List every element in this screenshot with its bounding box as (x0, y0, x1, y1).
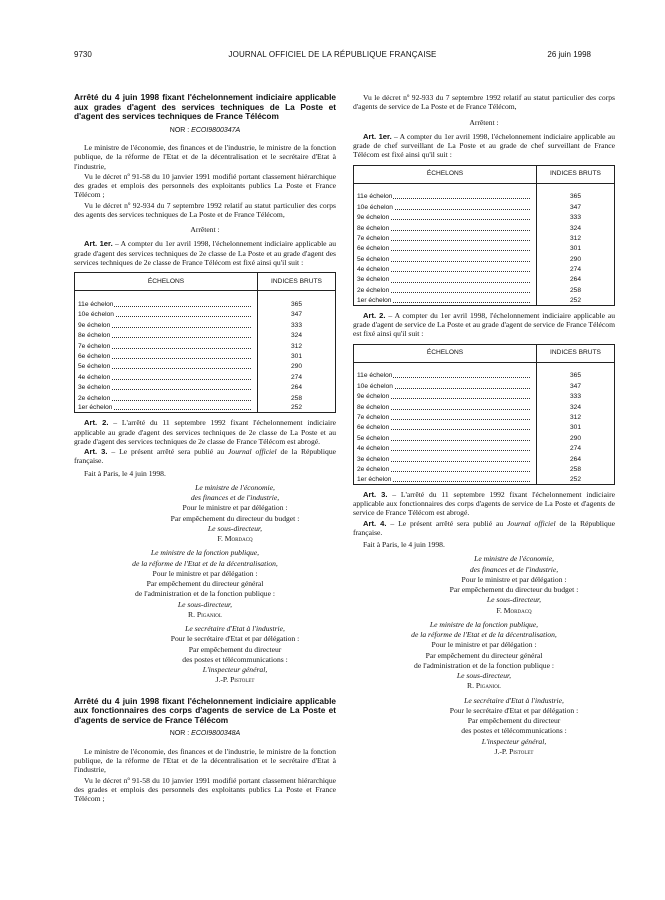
dot-leader (384, 461, 530, 462)
article-label: Art. 2. (84, 418, 109, 428)
table-row (75, 403, 336, 413)
article-label: Art. 1er. (84, 239, 113, 249)
indice-brut-value: 365 (290, 300, 302, 308)
table-row (354, 201, 615, 211)
signatory-title: Le ministre de l'économie, (474, 554, 554, 564)
signatory-title: Le secrétaire d'Etat à l'industrie, (464, 695, 564, 705)
article-text: – L'arrêté du 11 septembre 1992 fixant l'échelonnement indiciaire applicable aux fonctionnaires des corps d'agents de service de La Poste et d'agents de service de France Télécom est abrogé. (353, 489, 616, 518)
dot-leader (384, 429, 530, 430)
echelon-label: 10e échelon (357, 203, 393, 211)
signatory-name: J.-P. Pistolet (215, 675, 255, 685)
indice-brut-value: 274 (569, 445, 581, 453)
echelon-label: 6e échelon (357, 245, 390, 253)
echelon-cell (354, 412, 537, 422)
nor-code: ECOI9800348A (191, 730, 241, 738)
indice-brut-value: 258 (569, 286, 581, 294)
fait-a-paris: Fait à Paris, le 4 juin 1998. (84, 468, 166, 478)
echelon-cell (354, 370, 537, 380)
delegation-line: Par empêchement du directeur (188, 644, 282, 654)
dot-leader (384, 250, 530, 251)
table-row (354, 253, 615, 263)
echelon-cell (354, 243, 537, 253)
table-row (75, 351, 336, 361)
echelon-label: 4e échelon (357, 266, 390, 274)
preamble-paragraph: Le ministre de l'économie, des finances et de l'industrie, le ministre de la fonction publique, de la réforme de l'Etat et de la décentralisation et le secrétaire d'Etat à l'industrie, (74, 746, 336, 775)
indice-brut-value: 258 (569, 465, 581, 473)
signatory-role: Le sous-directeur, (486, 595, 542, 605)
journal-name: Journal officiel (228, 447, 277, 457)
indice-brut-value: 312 (290, 342, 302, 350)
echelon-cell (75, 299, 258, 309)
table-row (75, 330, 336, 340)
table-row (354, 464, 615, 474)
signatory-name: R. Piganiol (467, 681, 501, 691)
echelon-label: 7e échelon (357, 234, 390, 242)
echelon-cell (354, 391, 537, 401)
delegation-line: Pour le ministre et par délégation : (461, 574, 567, 584)
echelon-label: 9e échelon (357, 214, 390, 222)
indice-brut-value: 324 (569, 224, 581, 232)
dot-leader (105, 389, 251, 390)
signatory-role: L'inspecteur général, (202, 665, 268, 675)
dot-leader (384, 450, 530, 451)
indice-brut-value: 333 (569, 214, 581, 222)
signatory-title: des finances et de l'industrie, (190, 493, 280, 503)
visa-paragraph: Vu le décret nº 92-934 du 7 septembre 1992 relatif au statut particulier des corps des agents des services techniques de La Poste et de France Télécom, (74, 200, 336, 219)
table-row (75, 340, 336, 350)
table-header-indices: INDICES BRUTS (537, 344, 615, 362)
indice-brut-value: 312 (569, 413, 581, 421)
dot-leader (384, 409, 530, 410)
echelon-cell (354, 464, 537, 474)
delegation-line: des postes et télécommunications : (461, 726, 567, 736)
table-row (354, 422, 615, 432)
table-row (354, 295, 615, 305)
article-1 (353, 132, 615, 160)
indice-brut-value: 274 (290, 373, 302, 381)
table-row (354, 285, 615, 295)
left-column (74, 93, 336, 804)
indice-brut-value: 264 (569, 276, 581, 284)
article-2 (353, 311, 615, 339)
indice-brut-value: 252 (290, 404, 302, 412)
article-text: – Le présent arrêté sera publié au (386, 518, 508, 528)
indice-brut-value: 312 (569, 234, 581, 242)
echelon-cell (354, 432, 537, 442)
echelon-label: 6e échelon (78, 352, 111, 360)
dot-leader (105, 348, 251, 349)
delegation-line: Pour le ministre et par délégation : (431, 640, 537, 650)
echelon-label: 3e échelon (78, 384, 111, 392)
table-row (354, 380, 615, 390)
article-2 (74, 418, 336, 446)
echelon-label: 2e échelon (357, 286, 390, 294)
signatory-name: J.-P. Pistolet (494, 746, 534, 756)
signatory-role: Le sous-directeur, (207, 523, 263, 533)
echelon-cell (354, 191, 537, 201)
table-spacer (75, 291, 258, 299)
echelon-cell (75, 351, 258, 361)
indice-brut-value: 258 (290, 394, 302, 402)
echelon-cell (354, 222, 537, 232)
echelon-cell (354, 453, 537, 463)
page-number: 9730 (74, 50, 92, 59)
table-row (354, 401, 615, 411)
delegation-line: Par empêchement du directeur du budget : (170, 513, 300, 523)
signatory-title: Le ministre de l'économie, (195, 482, 275, 492)
article-label: Art. 3. (363, 489, 388, 499)
echelon-label: 11e échelon (78, 300, 114, 308)
echelon-label: 1er échelon (78, 404, 113, 412)
indice-brut-value: 290 (290, 363, 302, 371)
nor-code: ECOI9800347A (191, 126, 241, 134)
indice-brut-value: 347 (290, 311, 302, 319)
echelon-label: 2e échelon (357, 465, 390, 473)
dot-leader (384, 271, 530, 272)
signatory-title: Le secrétaire d'Etat à l'industrie, (185, 624, 285, 634)
echelon-label: 7e échelon (357, 413, 390, 421)
signatory-role: Le sous-directeur, (456, 671, 512, 681)
echelon-label: 11e échelon (357, 372, 393, 380)
echelon-label: 2e échelon (78, 394, 111, 402)
article-text: – Le présent arrêté sera publié au (107, 447, 229, 457)
article-3 (74, 447, 336, 466)
table-row (354, 243, 615, 253)
table-header-echelons: ÉCHELONS (354, 344, 537, 362)
signatory-title: Le ministre de la fonction publique, (150, 548, 260, 558)
echelon-label: 4e échelon (357, 445, 390, 453)
dot-leader (105, 327, 251, 328)
echelon-label: 4e échelon (78, 373, 111, 381)
echelon-label: 3e échelon (357, 455, 390, 463)
indice-brut-value: 365 (569, 372, 581, 380)
dot-leader (384, 230, 530, 231)
echelon-table (353, 344, 615, 485)
echelon-cell (354, 253, 537, 263)
indice-brut-value: 264 (290, 384, 302, 392)
delegation-line: Pour le secrétaire d'Etat et par délégation : (170, 634, 300, 644)
nor-reference-2 (74, 730, 336, 739)
article-text: – L'arrêté du 11 septembre 1992 fixant l'échelonnement indiciaire applicable au grade d'agent des services techniques de 2e classe de La Poste et au grade d'agent des services techniques de 2e classe de France Télécom est abrogé. (74, 418, 337, 446)
delegation-line: Par empêchement du directeur du budget : (449, 585, 579, 595)
delegation-line: Pour le ministre et par délégation : (182, 503, 288, 513)
signatory-name: F. Mordacq (496, 605, 532, 615)
table-row (354, 391, 615, 401)
echelon-cell (75, 371, 258, 381)
dot-leader (384, 282, 530, 283)
table-spacer (354, 362, 537, 370)
table-row (75, 319, 336, 329)
echelon-label: 11e échelon (357, 193, 393, 201)
dot-leader (105, 379, 251, 380)
delegation-line: de l'administration et de la fonction publique : (414, 660, 554, 670)
visa-paragraph: Vu le décret nº 92-933 du 7 septembre 1992 relatif au statut particulier des corps d'agents de service de La Poste et de France Télécom, (353, 93, 615, 112)
signatory-title: des finances et de l'industrie, (469, 564, 559, 574)
article-text: – A compter du 1er avril 1998, l'échelonnement indiciaire applicable au grade de chef surveillant de La Poste et au grade de chef surveillant de France Télécom est fixé ainsi qu'il suit : (353, 131, 616, 160)
table-row (75, 371, 336, 381)
signatory-name: F. Mordacq (217, 534, 253, 544)
dot-leader (384, 440, 530, 441)
article-text: – A compter du 1er avril 1998, l'échelonnement indiciaire applicable au grade d'agent des services techniques de 2e classe de La Poste et au grade d'agent des services techniques de 2e classe de France Télécom est fixé ainsi qu'il suit : (74, 239, 337, 267)
echelon-cell (75, 392, 258, 402)
echelon-label: 8e échelon (357, 224, 390, 232)
echelon-label: 6e échelon (357, 424, 390, 432)
decree-title-1: Arrêté du 4 juin 1998 fixant l'échelonnement indiciaire applicable aux grades d'agent des services techniques de La Poste et d'agent des services techniques de France Télécom (74, 92, 336, 122)
decree-title-2: Arrêté du 4 juin 1998 fixant l'échelonnement indiciaire applicable aux fonctionnaires des corps d'agents de service de La Poste et d'agents de service de France Télécom (74, 695, 336, 725)
table-header-indices: INDICES BRUTS (537, 165, 615, 183)
echelon-cell (354, 264, 537, 274)
signatory-role: L'inspecteur général, (481, 736, 547, 746)
dot-leader (384, 292, 530, 293)
dot-leader (384, 302, 530, 303)
signature-block (353, 554, 615, 756)
table-row (354, 474, 615, 484)
article-label: Art. 1er. (363, 131, 392, 141)
indice-brut-value: 252 (569, 475, 581, 483)
indice-brut-value: 264 (569, 455, 581, 463)
echelon-table (353, 165, 615, 306)
dot-leader (384, 398, 530, 399)
table-spacer (258, 291, 336, 299)
article-text: de la République française. (74, 447, 336, 466)
indice-brut-value: 301 (290, 352, 302, 360)
indice-brut-value: 290 (569, 255, 581, 263)
echelon-cell (354, 443, 537, 453)
table-spacer (537, 362, 615, 370)
table-row (354, 432, 615, 442)
indice-brut-value: 347 (569, 382, 581, 390)
table-row (354, 264, 615, 274)
table-row (354, 191, 615, 201)
table-header-echelons: ÉCHELONS (75, 273, 258, 291)
indice-brut-value: 290 (569, 434, 581, 442)
echelon-cell (354, 295, 537, 305)
echelon-cell (354, 285, 537, 295)
signatory-title: Le ministre de la fonction publique, (429, 619, 539, 629)
dot-leader (105, 358, 251, 359)
right-column (353, 93, 615, 756)
table-row (75, 299, 336, 309)
delegation-line: Pour le ministre et par délégation : (152, 568, 258, 578)
indice-brut-value: 301 (569, 245, 581, 253)
dot-leader (384, 388, 530, 389)
table-row (354, 274, 615, 284)
table-row (75, 382, 336, 392)
table-row (354, 412, 615, 422)
echelon-cell (354, 401, 537, 411)
echelon-cell (354, 233, 537, 243)
delegation-line: Par empêchement du directeur (467, 716, 561, 726)
indice-brut-value: 252 (569, 296, 581, 304)
echelon-table (74, 272, 336, 413)
table-row (75, 309, 336, 319)
delegation-line: de l'administration et de la fonction publique : (135, 589, 275, 599)
article-text: – A compter du 1er avril 1998, l'échelonnement indiciaire applicable au grade d'agent de service de La Poste et au grade d'agent de service de France Télécom est fixé ainsi qu'il suit : (353, 310, 615, 339)
signatory-title: de la réforme de l'Etat et de la décentralisation, (411, 630, 557, 640)
dot-leader (384, 240, 530, 241)
echelon-cell (354, 474, 537, 484)
echelon-cell (354, 274, 537, 284)
delegation-line: des postes et télécommunications : (182, 654, 288, 664)
arretent-heading: Arrêtent : (469, 117, 499, 127)
issue-date: 26 juin 1998 (547, 50, 591, 59)
article-4 (353, 519, 615, 538)
echelon-label: 5e échelon (78, 363, 111, 371)
echelon-cell (354, 212, 537, 222)
table-row (354, 453, 615, 463)
signatory-name: R. Piganiol (188, 609, 222, 619)
table-row (354, 370, 615, 380)
dot-leader (105, 368, 251, 369)
echelon-label: 8e échelon (78, 332, 111, 340)
dot-leader (105, 316, 251, 317)
nor-label: NOR : (169, 730, 190, 738)
echelon-cell (75, 319, 258, 329)
dot-leader (105, 306, 251, 307)
indice-brut-value: 365 (569, 193, 581, 201)
article-label: Art. 2. (363, 310, 386, 320)
echelon-cell (75, 403, 258, 413)
journal-name: Journal officiel (507, 518, 556, 528)
echelon-label: 10e échelon (357, 382, 393, 390)
delegation-line: Pour le secrétaire d'Etat et par délégation : (449, 705, 579, 715)
indice-brut-value: 333 (290, 321, 302, 329)
article-label: Art. 4. (363, 518, 387, 528)
table-row (354, 212, 615, 222)
page-header (74, 50, 591, 62)
indice-brut-value: 274 (569, 266, 581, 274)
dot-leader (384, 419, 530, 420)
echelon-cell (354, 422, 537, 432)
table-row (75, 361, 336, 371)
table-header-echelons: ÉCHELONS (354, 165, 537, 183)
dot-leader (105, 337, 251, 338)
echelon-cell (75, 330, 258, 340)
dot-leader (105, 409, 251, 410)
article-text: de la République française. (353, 518, 615, 537)
dot-leader (384, 471, 530, 472)
article-1 (74, 239, 336, 267)
fait-a-paris: Fait à Paris, le 4 juin 1998. (363, 540, 445, 550)
echelon-label: 9e échelon (78, 321, 111, 329)
echelon-label: 9e échelon (357, 393, 390, 401)
table-row (354, 443, 615, 453)
echelon-label: 8e échelon (357, 403, 390, 411)
echelon-label: 3e échelon (357, 276, 390, 284)
delegation-line: Par empêchement du directeur général (425, 650, 543, 660)
table-row (354, 222, 615, 232)
visa-paragraph: Vu le décret nº 91-58 du 10 janvier 1991 modifié portant classement hiérarchique des grades et emplois des personnels des exploitants publics La Poste et France Télécom ; (74, 171, 336, 200)
dot-leader (384, 219, 530, 220)
signatory-role: Le sous-directeur, (177, 599, 233, 609)
echelon-label: 5e échelon (357, 255, 390, 263)
indice-brut-value: 347 (569, 203, 581, 211)
visa-paragraph: Vu le décret nº 91-58 du 10 janvier 1991 modifié portant classement hiérarchique des grades et emplois des personnels des exploitants publics La Poste et France Télécom ; (74, 775, 336, 804)
table-row (75, 392, 336, 402)
delegation-line: Par empêchement du directeur général (146, 579, 264, 589)
dot-leader (384, 481, 530, 482)
preamble-paragraph: Le ministre de l'économie, des finances et de l'industrie, le ministre de la fonction publique, de la réforme de l'Etat et de la décentralisation et le secrétaire d'Etat à l'industrie, (74, 143, 336, 171)
table-spacer (537, 183, 615, 191)
dot-leader (105, 400, 251, 401)
echelon-label: 5e échelon (357, 434, 390, 442)
echelon-cell (354, 380, 537, 390)
article-3 (353, 490, 615, 518)
indice-brut-value: 333 (569, 393, 581, 401)
journal-title: JOURNAL OFFICIEL DE LA RÉPUBLIQUE FRANÇAISE (228, 50, 437, 59)
echelon-cell (75, 340, 258, 350)
indice-brut-value: 324 (569, 403, 581, 411)
indice-brut-value: 324 (290, 332, 302, 340)
table-spacer (354, 183, 537, 191)
nor-label: NOR : (169, 126, 190, 134)
table-header-indices: INDICES BRUTS (258, 273, 336, 291)
echelon-cell (75, 309, 258, 319)
echelon-cell (75, 361, 258, 371)
echelon-label: 10e échelon (78, 311, 114, 319)
dot-leader (384, 261, 530, 262)
echelon-label: 7e échelon (78, 342, 111, 350)
arretent-heading: Arrêtent : (190, 225, 220, 235)
dot-leader (384, 209, 530, 210)
echelon-label: 1er échelon (357, 475, 392, 483)
table-row (354, 233, 615, 243)
indice-brut-value: 301 (569, 424, 581, 432)
article-label: Art. 3. (84, 447, 108, 457)
echelon-label: 1er échelon (357, 296, 392, 304)
echelon-cell (354, 201, 537, 211)
dot-leader (384, 198, 530, 199)
signature-block (74, 483, 336, 685)
nor-reference-1 (74, 127, 336, 136)
echelon-cell (75, 382, 258, 392)
dot-leader (384, 377, 530, 378)
signatory-title: de la réforme de l'Etat et de la décentralisation, (132, 558, 278, 568)
